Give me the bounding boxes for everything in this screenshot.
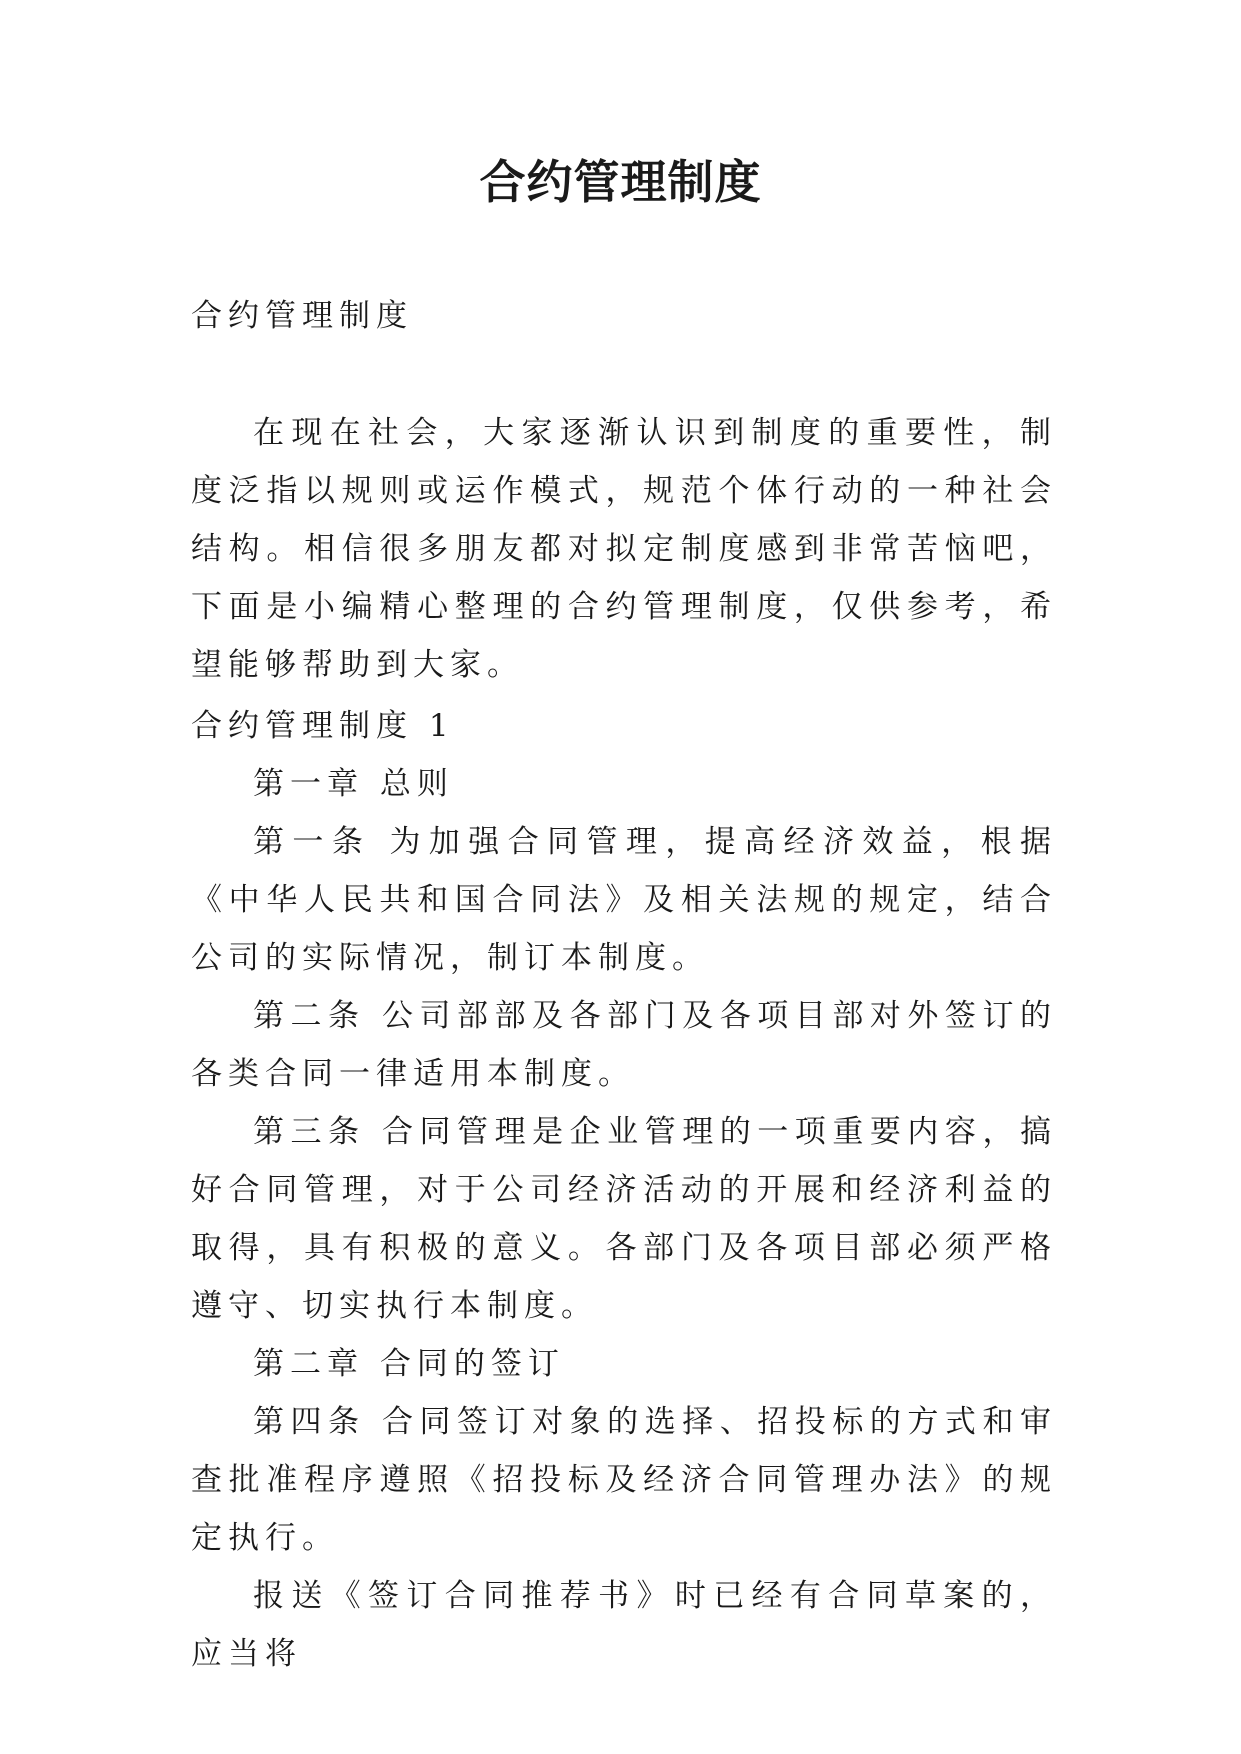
- article-3-paragraph: 第三条 合同管理是企业管理的一项重要内容，搞好合同管理，对于公司经济活动的开展和经济利益的取得，具有积极的意义。各部门及各项目部必须严格遵守、切实执行本制度。: [191, 1114, 1057, 1324]
- section-body: [191, 697, 1057, 1683]
- document-subtitle: 合约管理制度: [191, 298, 413, 334]
- document-title: 合约管理制度: [479, 155, 762, 209]
- article-1-paragraph: 第一条 为加强合同管理，提高经济效益，根据《中华人民共和国合同法》及相关法规的规定，结合公司的实际情况，制订本制度。: [191, 824, 1057, 976]
- article-2-paragraph: 第二条 公司部部及各部门及各项目部对外签订的各类合同一律适用本制度。: [191, 998, 1057, 1092]
- article-4-paragraph: 第四条 合同签订对象的选择、招投标的方式和审查批准程序遵照《招投标及经济合同管理办法》的规定执行。: [191, 1404, 1057, 1556]
- continuation-paragraph: 报送《签订合同推荐书》时已经有合同草案的，应当将: [191, 1578, 1057, 1672]
- intro-paragraph: 在现在社会，大家逐渐认识到制度的重要性，制度泛指以规则或运作模式，规范个体行动的一种社会结构。相信很多朋友都对拟定制度感到非常苦恼吧，下面是小编精心整理的合约管理制度，仅供参考，希望能够帮助到大家。: [191, 415, 1057, 683]
- chapter-heading-2: 第二章 合同的签订: [253, 1346, 565, 1382]
- section-title: 合约管理制度 1: [191, 708, 455, 744]
- chapter-heading-1: 第一章 总则: [253, 766, 454, 802]
